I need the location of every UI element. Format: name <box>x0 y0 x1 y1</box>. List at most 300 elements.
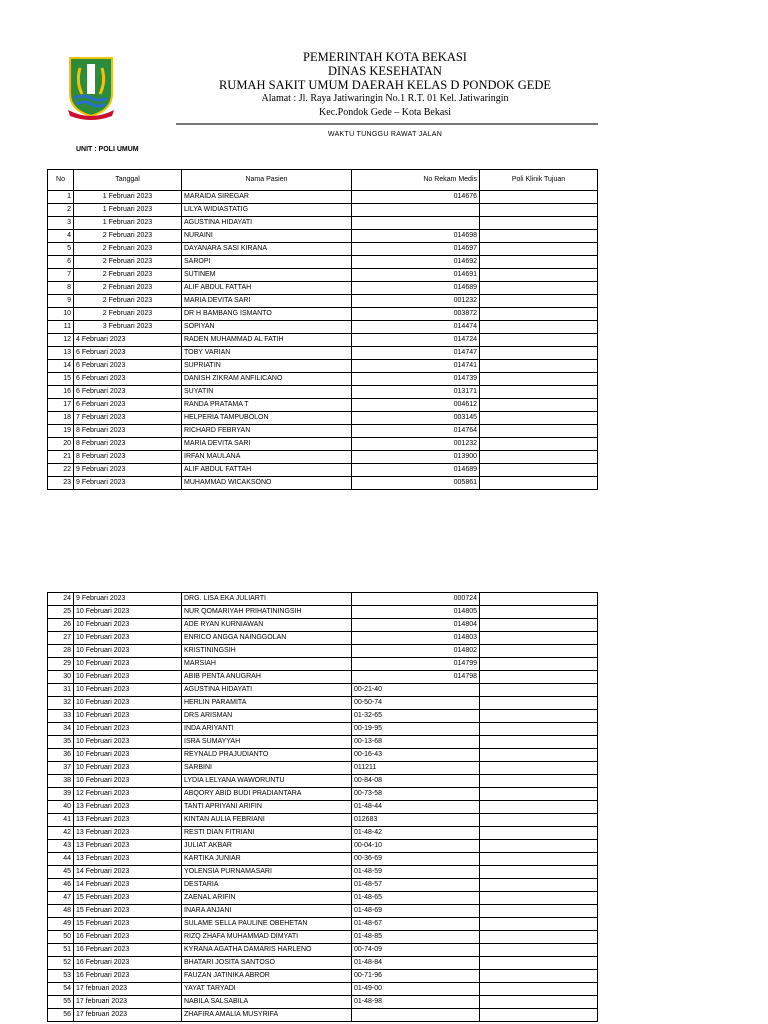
table-row <box>48 399 598 412</box>
cell-no: 3 <box>48 217 74 230</box>
cell-poli-tujuan <box>480 944 598 957</box>
cell-rekam-medis: 00-50-74 <box>352 697 480 710</box>
cell-rekam-medis: 00-19-95 <box>352 723 480 736</box>
table-row <box>48 983 598 996</box>
cell-nama-pasien: ZHAFIRA AMALIA MUSYRIFA <box>182 1009 352 1022</box>
cell-no: 26 <box>48 619 74 632</box>
cell-tanggal: 3 Februari 2023 <box>74 321 182 334</box>
table-row <box>48 230 598 243</box>
cell-no: 51 <box>48 944 74 957</box>
table-row <box>48 762 598 775</box>
cell-nama-pasien: KARTIKA JUNIAR <box>182 853 352 866</box>
table-row <box>48 243 598 256</box>
cell-no: 32 <box>48 697 74 710</box>
table-row <box>48 944 598 957</box>
patient-table-top <box>47 169 598 490</box>
cell-tanggal: 7 Februari 2023 <box>74 412 182 425</box>
table-row <box>48 749 598 762</box>
cell-nama-pasien: ISRA SUMAYYAH <box>182 736 352 749</box>
cell-no: 28 <box>48 645 74 658</box>
cell-nama-pasien: AGUSTINA HIDAYATI <box>182 217 352 230</box>
cell-no: 43 <box>48 840 74 853</box>
cell-no: 18 <box>48 412 74 425</box>
cell-no: 17 <box>48 399 74 412</box>
cell-poli-tujuan <box>480 632 598 645</box>
cell-nama-pasien: AGUSTINA HIDAYATI <box>182 684 352 697</box>
cell-tanggal: 16 Februari 2023 <box>74 931 182 944</box>
cell-no: 25 <box>48 606 74 619</box>
cell-tanggal: 13 Februari 2023 <box>74 814 182 827</box>
cell-tanggal: 6 Februari 2023 <box>74 399 182 412</box>
table-row <box>48 308 598 321</box>
cell-poli-tujuan <box>480 191 598 204</box>
cell-poli-tujuan <box>480 658 598 671</box>
cell-no: 1 <box>48 191 74 204</box>
cell-nama-pasien: SOPIYAN <box>182 321 352 334</box>
cell-poli-tujuan <box>480 957 598 970</box>
cell-tanggal: 9 Februari 2023 <box>74 464 182 477</box>
col-header-rekam-medis: No Rekam Medis <box>352 170 480 191</box>
cell-poli-tujuan <box>480 840 598 853</box>
cell-tanggal: 17 februari 2023 <box>74 983 182 996</box>
cell-tanggal: 9 Februari 2023 <box>74 593 182 606</box>
cell-no: 49 <box>48 918 74 931</box>
table-row <box>48 853 598 866</box>
table-row <box>48 658 598 671</box>
cell-tanggal: 16 Februari 2023 <box>74 944 182 957</box>
cell-poli-tujuan <box>480 723 598 736</box>
cell-rekam-medis: 00-16-43 <box>352 749 480 762</box>
table-row <box>48 723 598 736</box>
cell-tanggal: 9 Februari 2023 <box>74 477 182 490</box>
cell-tanggal: 10 Februari 2023 <box>74 749 182 762</box>
cell-poli-tujuan <box>480 321 598 334</box>
cell-rekam-medis: 00-36-69 <box>352 853 480 866</box>
cell-nama-pasien: SUTINEM <box>182 269 352 282</box>
cell-no: 47 <box>48 892 74 905</box>
cell-nama-pasien: IRFAN MAULANA <box>182 451 352 464</box>
cell-nama-pasien: HERLIN PARAMITA <box>182 697 352 710</box>
table-row <box>48 334 598 347</box>
cell-no: 20 <box>48 438 74 451</box>
cell-poli-tujuan <box>480 425 598 438</box>
table-row <box>48 204 598 217</box>
cell-nama-pasien: MARIA DEVITA SARI <box>182 295 352 308</box>
cell-rekam-medis: 01-48-59 <box>352 866 480 879</box>
cell-poli-tujuan <box>480 892 598 905</box>
cell-tanggal: 10 Februari 2023 <box>74 736 182 749</box>
cell-poli-tujuan <box>480 308 598 321</box>
cell-nama-pasien: ALIF ABDUL FATTAH <box>182 282 352 295</box>
cell-nama-pasien: ZAENAL ARIFIN <box>182 892 352 905</box>
cell-rekam-medis: 013900 <box>352 451 480 464</box>
header-line-dinas: DINAS KESEHATAN <box>328 64 442 78</box>
cell-tanggal: 16 Februari 2023 <box>74 970 182 983</box>
cell-poli-tujuan <box>480 217 598 230</box>
cell-no: 56 <box>48 1009 74 1022</box>
cell-rekam-medis: 014724 <box>352 334 480 347</box>
cell-no: 27 <box>48 632 74 645</box>
cell-poli-tujuan <box>480 697 598 710</box>
cell-no: 16 <box>48 386 74 399</box>
cell-nama-pasien: ENRICO ANGGA NAINGGOLAN <box>182 632 352 645</box>
cell-poli-tujuan <box>480 295 598 308</box>
table-row <box>48 840 598 853</box>
table-row <box>48 1009 598 1022</box>
cell-tanggal: 15 Februari 2023 <box>74 905 182 918</box>
cell-nama-pasien: SUPRIATIN <box>182 360 352 373</box>
cell-rekam-medis: 00-73-58 <box>352 788 480 801</box>
cell-poli-tujuan <box>480 866 598 879</box>
cell-poli-tujuan <box>480 827 598 840</box>
cell-poli-tujuan <box>480 775 598 788</box>
table-row <box>48 464 598 477</box>
cell-nama-pasien: SUYATIN <box>182 386 352 399</box>
table-row <box>48 684 598 697</box>
cell-rekam-medis: 014739 <box>352 373 480 386</box>
cell-tanggal: 2 Februari 2023 <box>74 256 182 269</box>
cell-no: 33 <box>48 710 74 723</box>
cell-poli-tujuan <box>480 684 598 697</box>
cell-no: 5 <box>48 243 74 256</box>
cell-rekam-medis: 014474 <box>352 321 480 334</box>
cell-rekam-medis: 004612 <box>352 399 480 412</box>
cell-rekam-medis: 01-48-42 <box>352 827 480 840</box>
cell-rekam-medis: 014676 <box>352 191 480 204</box>
cell-no: 7 <box>48 269 74 282</box>
cell-tanggal: 10 Februari 2023 <box>74 762 182 775</box>
cell-rekam-medis: 001232 <box>352 438 480 451</box>
cell-no: 8 <box>48 282 74 295</box>
cell-no: 12 <box>48 334 74 347</box>
cell-tanggal: 10 Februari 2023 <box>74 723 182 736</box>
cell-no: 52 <box>48 957 74 970</box>
cell-nama-pasien: NURAINI <box>182 230 352 243</box>
cell-nama-pasien: YOLENSIA PURNAMASARI <box>182 866 352 879</box>
cell-tanggal: 2 Februari 2023 <box>74 295 182 308</box>
table-row <box>48 606 598 619</box>
cell-poli-tujuan <box>480 256 598 269</box>
cell-no: 11 <box>48 321 74 334</box>
cell-rekam-medis: 003872 <box>352 308 480 321</box>
cell-tanggal: 6 Februari 2023 <box>74 386 182 399</box>
cell-rekam-medis: 01-48-67 <box>352 918 480 931</box>
table-row <box>48 632 598 645</box>
cell-poli-tujuan <box>480 386 598 399</box>
cell-tanggal: 2 Februari 2023 <box>74 269 182 282</box>
table-row <box>48 905 598 918</box>
patient-table-bottom <box>47 592 598 1022</box>
cell-poli-tujuan <box>480 412 598 425</box>
cell-tanggal: 10 Februari 2023 <box>74 619 182 632</box>
col-header-no: No <box>48 170 74 191</box>
cell-poli-tujuan <box>480 477 598 490</box>
report-title: WAKTU TUNGGU RAWAT JALAN <box>327 131 443 138</box>
cell-poli-tujuan <box>480 230 598 243</box>
cell-nama-pasien: KYRANA AGATHA DAMARIS HARLENO <box>182 944 352 957</box>
cell-nama-pasien: DR H BAMBANG ISMANTO <box>182 308 352 321</box>
cell-rekam-medis: 011211 <box>352 762 480 775</box>
table-row <box>48 412 598 425</box>
table-row <box>48 373 598 386</box>
cell-no: 19 <box>48 425 74 438</box>
cell-tanggal: 2 Februari 2023 <box>74 230 182 243</box>
cell-poli-tujuan <box>480 282 598 295</box>
cell-no: 37 <box>48 762 74 775</box>
table-row <box>48 697 598 710</box>
cell-poli-tujuan <box>480 334 598 347</box>
cell-tanggal: 17 februari 2023 <box>74 1009 182 1022</box>
cell-no: 54 <box>48 983 74 996</box>
cell-nama-pasien: MARAIDA SIREGAR <box>182 191 352 204</box>
cell-tanggal: 15 Februari 2023 <box>74 892 182 905</box>
cell-rekam-medis: 014805 <box>352 606 480 619</box>
cell-nama-pasien: TANTI APRIYANI ARIFIN <box>182 801 352 814</box>
cell-rekam-medis: 01-48-85 <box>352 931 480 944</box>
cell-tanggal: 14 Februari 2023 <box>74 866 182 879</box>
header-line-kecamatan: Kec.Pondok Gede – Kota Bekasi <box>319 107 451 118</box>
cell-poli-tujuan <box>480 788 598 801</box>
cell-rekam-medis: 01-48-84 <box>352 957 480 970</box>
cell-tanggal: 10 Februari 2023 <box>74 684 182 697</box>
cell-nama-pasien: FAUZAN JATINIKA ABROR <box>182 970 352 983</box>
cell-tanggal: 13 Februari 2023 <box>74 801 182 814</box>
cell-nama-pasien: INDA ARIYANTI <box>182 723 352 736</box>
cell-tanggal: 13 Februari 2023 <box>74 840 182 853</box>
table-row <box>48 438 598 451</box>
table-row <box>48 619 598 632</box>
cell-rekam-medis: 005861 <box>352 477 480 490</box>
table-row <box>48 256 598 269</box>
cell-rekam-medis: 014804 <box>352 619 480 632</box>
cell-tanggal: 1 Februari 2023 <box>74 204 182 217</box>
cell-tanggal: 8 Februari 2023 <box>74 438 182 451</box>
cell-tanggal: 10 Februari 2023 <box>74 606 182 619</box>
cell-no: 42 <box>48 827 74 840</box>
cell-no: 55 <box>48 996 74 1009</box>
cell-tanggal: 17 februari 2023 <box>74 996 182 1009</box>
cell-tanggal: 6 Februari 2023 <box>74 347 182 360</box>
cell-tanggal: 10 Februari 2023 <box>74 775 182 788</box>
cell-nama-pasien: HELPERIA TAMPUBOLON <box>182 412 352 425</box>
cell-no: 14 <box>48 360 74 373</box>
table-row <box>48 425 598 438</box>
cell-no: 22 <box>48 464 74 477</box>
table-row <box>48 957 598 970</box>
cell-nama-pasien: ADE RYAN KURNIAWAN <box>182 619 352 632</box>
cell-rekam-medis: 013171 <box>352 386 480 399</box>
cell-nama-pasien: BHATARI JOSITA SANTOSO <box>182 957 352 970</box>
cell-nama-pasien: RADEN MUHAMMAD AL FATIH <box>182 334 352 347</box>
table-row <box>48 217 598 230</box>
cell-rekam-medis: 01-48-44 <box>352 801 480 814</box>
table-row <box>48 295 598 308</box>
cell-no: 2 <box>48 204 74 217</box>
header-divider <box>176 123 598 125</box>
cell-no: 35 <box>48 736 74 749</box>
cell-tanggal: 1 Februari 2023 <box>74 217 182 230</box>
cell-rekam-medis: 000724 <box>352 593 480 606</box>
table-row <box>48 710 598 723</box>
cell-poli-tujuan <box>480 736 598 749</box>
cell-poli-tujuan <box>480 243 598 256</box>
table-row <box>48 996 598 1009</box>
cell-rekam-medis: 01-48-57 <box>352 879 480 892</box>
cell-poli-tujuan <box>480 645 598 658</box>
table-row <box>48 879 598 892</box>
table-row <box>48 931 598 944</box>
table-row <box>48 269 598 282</box>
cell-poli-tujuan <box>480 593 598 606</box>
cell-poli-tujuan <box>480 801 598 814</box>
cell-no: 44 <box>48 853 74 866</box>
cell-poli-tujuan <box>480 347 598 360</box>
cell-nama-pasien: MARSIAH <box>182 658 352 671</box>
table-row <box>48 386 598 399</box>
cell-rekam-medis: 01-48-65 <box>352 892 480 905</box>
cell-tanggal: 2 Februari 2023 <box>74 243 182 256</box>
cell-rekam-medis: 00-84-08 <box>352 775 480 788</box>
cell-nama-pasien: YAYAT TARYADI <box>182 983 352 996</box>
cell-no: 30 <box>48 671 74 684</box>
cell-rekam-medis: 014689 <box>352 464 480 477</box>
cell-nama-pasien: LILYA WIDIASTATIG <box>182 204 352 217</box>
cell-rekam-medis: 00-21-40 <box>352 684 480 697</box>
cell-tanggal: 13 Februari 2023 <box>74 853 182 866</box>
cell-rekam-medis: 00-04-10 <box>352 840 480 853</box>
header-line-pemerintah: PEMERINTAH KOTA BEKASI <box>303 50 467 64</box>
cell-nama-pasien: DAYANARA SASI KIRANA <box>182 243 352 256</box>
cell-poli-tujuan <box>480 399 598 412</box>
cell-tanggal: 16 Februari 2023 <box>74 957 182 970</box>
cell-rekam-medis: 00-71-96 <box>352 970 480 983</box>
cell-rekam-medis: 014799 <box>352 658 480 671</box>
cell-nama-pasien: MARIA DEVITA SARI <box>182 438 352 451</box>
table-row <box>48 321 598 334</box>
cell-tanggal: 6 Februari 2023 <box>74 373 182 386</box>
cell-rekam-medis: 01-48-98 <box>352 996 480 1009</box>
cell-rekam-medis: 014741 <box>352 360 480 373</box>
cell-tanggal: 2 Februari 2023 <box>74 282 182 295</box>
cell-rekam-medis: 014798 <box>352 671 480 684</box>
table-row <box>48 892 598 905</box>
cell-rekam-medis: 014764 <box>352 425 480 438</box>
cell-no: 34 <box>48 723 74 736</box>
cell-no: 9 <box>48 295 74 308</box>
cell-no: 21 <box>48 451 74 464</box>
cell-rekam-medis: 014802 <box>352 645 480 658</box>
col-header-nama: Nama Pasien <box>182 170 352 191</box>
cell-tanggal: 6 Februari 2023 <box>74 360 182 373</box>
cell-nama-pasien: DESTARIA <box>182 879 352 892</box>
cell-rekam-medis: 01-48-69 <box>352 905 480 918</box>
unit-label: UNIT : POLI UMUM <box>76 146 139 153</box>
cell-tanggal: 1 Februari 2023 <box>74 191 182 204</box>
cell-nama-pasien: MUHAMMAD WICAKSONO <box>182 477 352 490</box>
table-row <box>48 477 598 490</box>
cell-tanggal: 4 Februari 2023 <box>74 334 182 347</box>
cell-tanggal: 15 Februari 2023 <box>74 918 182 931</box>
cell-rekam-medis: 014697 <box>352 243 480 256</box>
cell-poli-tujuan <box>480 671 598 684</box>
cell-poli-tujuan <box>480 814 598 827</box>
cell-nama-pasien: REYNALD PRAJUDIANTO <box>182 749 352 762</box>
kota-bekasi-emblem-icon <box>66 54 116 120</box>
cell-tanggal: 2 Februari 2023 <box>74 308 182 321</box>
cell-poli-tujuan <box>480 360 598 373</box>
table-row <box>48 671 598 684</box>
cell-tanggal: 10 Februari 2023 <box>74 710 182 723</box>
cell-tanggal: 8 Februari 2023 <box>74 425 182 438</box>
table-row <box>48 814 598 827</box>
cell-rekam-medis <box>352 1009 480 1022</box>
cell-no: 4 <box>48 230 74 243</box>
cell-rekam-medis <box>352 204 480 217</box>
cell-no: 53 <box>48 970 74 983</box>
cell-poli-tujuan <box>480 918 598 931</box>
table-row <box>48 593 598 606</box>
cell-nama-pasien: KRISTININGSIH <box>182 645 352 658</box>
cell-poli-tujuan <box>480 970 598 983</box>
cell-rekam-medis: 014747 <box>352 347 480 360</box>
cell-no: 48 <box>48 905 74 918</box>
cell-rekam-medis: 014691 <box>352 269 480 282</box>
table-row <box>48 191 598 204</box>
cell-nama-pasien: NABILA SALSABILA <box>182 996 352 1009</box>
cell-rekam-medis: 01-32-65 <box>352 710 480 723</box>
cell-rekam-medis: 003145 <box>352 412 480 425</box>
cell-nama-pasien: RIZQ ZHAFA MUHAMMAD DIMYATI <box>182 931 352 944</box>
col-header-poli: Poli Klinik Tujuan <box>480 170 598 191</box>
cell-no: 45 <box>48 866 74 879</box>
cell-poli-tujuan <box>480 762 598 775</box>
cell-tanggal: 13 Februari 2023 <box>74 827 182 840</box>
cell-rekam-medis: 00-74-09 <box>352 944 480 957</box>
cell-poli-tujuan <box>480 853 598 866</box>
table-row <box>48 282 598 295</box>
cell-nama-pasien: ALIF ABDUL FATTAH <box>182 464 352 477</box>
cell-rekam-medis: 01-49-00 <box>352 983 480 996</box>
cell-poli-tujuan <box>480 464 598 477</box>
cell-poli-tujuan <box>480 710 598 723</box>
cell-tanggal: 10 Februari 2023 <box>74 632 182 645</box>
table-row <box>48 918 598 931</box>
cell-tanggal: 10 Februari 2023 <box>74 671 182 684</box>
cell-poli-tujuan <box>480 931 598 944</box>
cell-poli-tujuan <box>480 269 598 282</box>
cell-tanggal: 8 Februari 2023 <box>74 451 182 464</box>
cell-tanggal: 10 Februari 2023 <box>74 697 182 710</box>
cell-poli-tujuan <box>480 451 598 464</box>
col-header-tanggal: Tanggal <box>74 170 182 191</box>
cell-no: 38 <box>48 775 74 788</box>
cell-nama-pasien: RANDA PRATAMA T <box>182 399 352 412</box>
cell-nama-pasien: RICHARD FEBRYAN <box>182 425 352 438</box>
cell-poli-tujuan <box>480 1009 598 1022</box>
cell-rekam-medis: 014689 <box>352 282 480 295</box>
cell-nama-pasien: NUR QOMARIYAH PRIHATININGSIH <box>182 606 352 619</box>
cell-no: 15 <box>48 373 74 386</box>
cell-nama-pasien: DANISH ZIKRAM ANFILICANO <box>182 373 352 386</box>
cell-poli-tujuan <box>480 905 598 918</box>
cell-nama-pasien: DRS ARISMAN <box>182 710 352 723</box>
cell-poli-tujuan <box>480 373 598 386</box>
cell-nama-pasien: LYDIA LELYANA WAWORUNTU <box>182 775 352 788</box>
cell-no: 10 <box>48 308 74 321</box>
cell-poli-tujuan <box>480 619 598 632</box>
cell-tanggal: 10 Februari 2023 <box>74 658 182 671</box>
cell-no: 39 <box>48 788 74 801</box>
